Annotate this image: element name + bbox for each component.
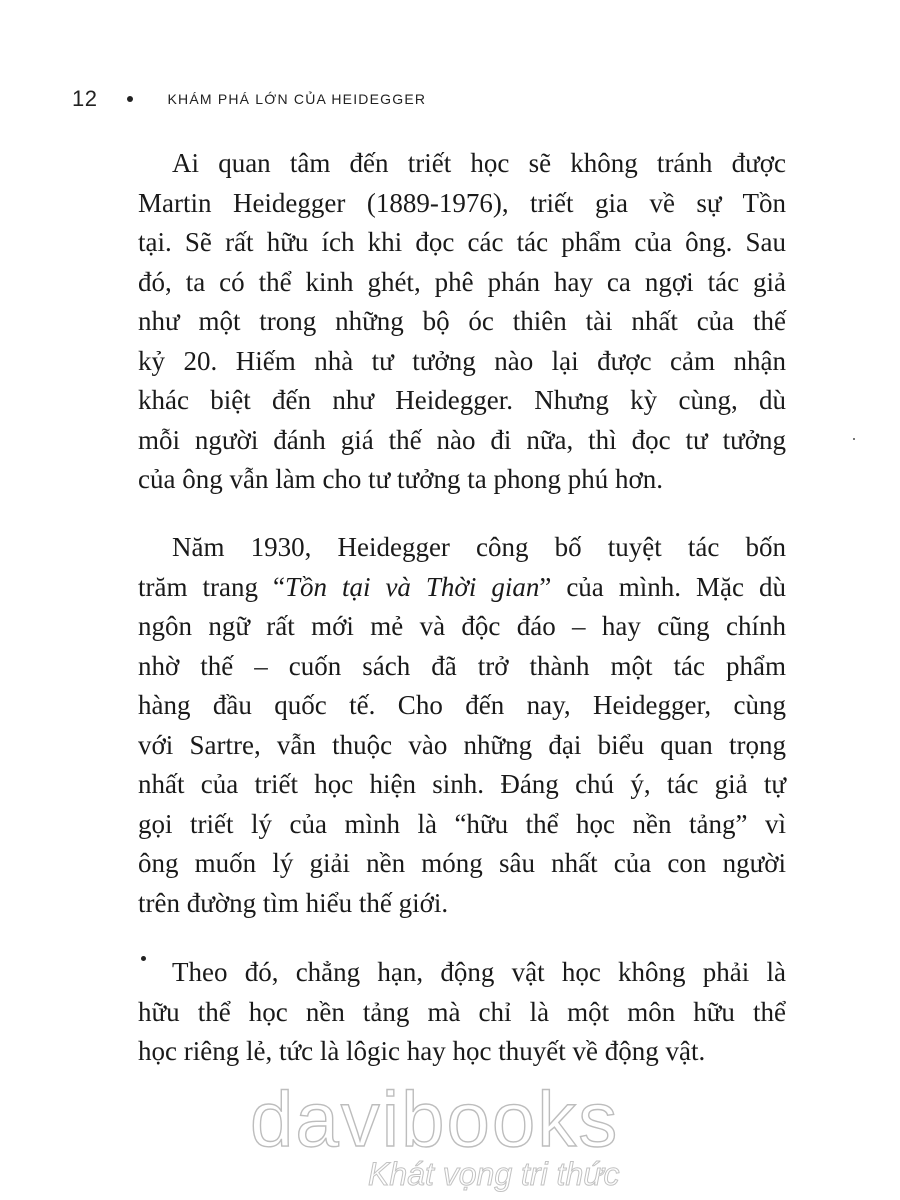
page-number: 12 [72, 86, 98, 111]
watermark-brand: davibooks [250, 1075, 620, 1163]
paragraph-line: Theo đó, chẳng hạn, động vật học không phải là [172, 957, 786, 987]
paragraph-line: gọi triết lý của mình là “hữu thể học nền tảng” vì [138, 808, 786, 839]
paragraph-3 [138, 953, 786, 1072]
quote-close-text: ” của mình. Mặc dù [539, 571, 786, 602]
paragraph-line-with-title [138, 568, 786, 608]
paragraph-line: hữu thể học nền tảng mà chỉ là một môn hữu thể [138, 996, 786, 1027]
quote-open-text: trăm trang “ [138, 571, 285, 602]
margin-speck [853, 438, 855, 440]
paragraph-line: Năm 1930, Heidegger công bố tuyệt tác bốn [172, 532, 786, 562]
paragraph-line: mỗi người đánh giá thế nào đi nữa, thì đọc tư tưởng [138, 424, 786, 455]
watermark-tagline: Khát vọng tri thức [368, 1156, 620, 1192]
paragraph-line: đó, ta có thể kinh ghét, phê phán hay ca ngợi tác giả [138, 266, 786, 297]
paragraph-1 [138, 144, 786, 500]
paragraph-line: nhờ thế – cuốn sách đã trở thành một tác phẩm [138, 650, 786, 681]
header-bullet-dot [127, 96, 133, 102]
paragraph-line: học riêng lẻ, tức là lôgic hay học thuyết về động vật. [138, 1036, 706, 1066]
paragraph-line: với Sartre, vẫn thuộc vào những đại biểu quan trọng [138, 729, 786, 760]
paragraph-line: Martin Heidegger (1889-1976), triết gia về sự Tồn [138, 187, 786, 218]
paragraph-line: tại. Sẽ rất hữu ích khi đọc các tác phẩm của ông. Sau [138, 227, 786, 257]
paragraph-line: của ông vẫn làm cho tư tưởng ta phong phú hơn. [138, 464, 663, 494]
paragraph-line: như một trong những bộ óc thiên tài nhất của thế [138, 306, 786, 336]
paragraph-line: kỷ 20. Hiếm nhà tư tưởng nào lại được cảm nhận [138, 345, 786, 376]
paragraph-2 [138, 528, 786, 923]
book-title: Tồn tại và Thời gian [284, 571, 540, 602]
running-title: KHÁM PHÁ LỚN CỦA HEIDEGGER [167, 91, 427, 107]
paragraph-line: hàng đầu quốc tế. Cho đến nay, Heidegger, cùng [138, 690, 786, 720]
paragraph-line: nhất của triết học hiện sinh. Đáng chú ý, tác giả tự [138, 769, 786, 799]
paragraph-line: Ai quan tâm đến triết học sẽ không tránh được [172, 148, 786, 178]
paragraph-line: trên đường tìm hiểu thế giới. [138, 887, 449, 918]
paragraph-line: khác biệt đến như Heidegger. Nhưng kỳ cùng, dù [138, 385, 786, 415]
page-header [72, 84, 426, 114]
paragraph-line: ngôn ngữ rất mới mẻ và độc đáo – hay cũng chính [138, 611, 786, 641]
paragraph-line: ông muốn lý giải nền móng sâu nhất của con người [138, 848, 786, 878]
